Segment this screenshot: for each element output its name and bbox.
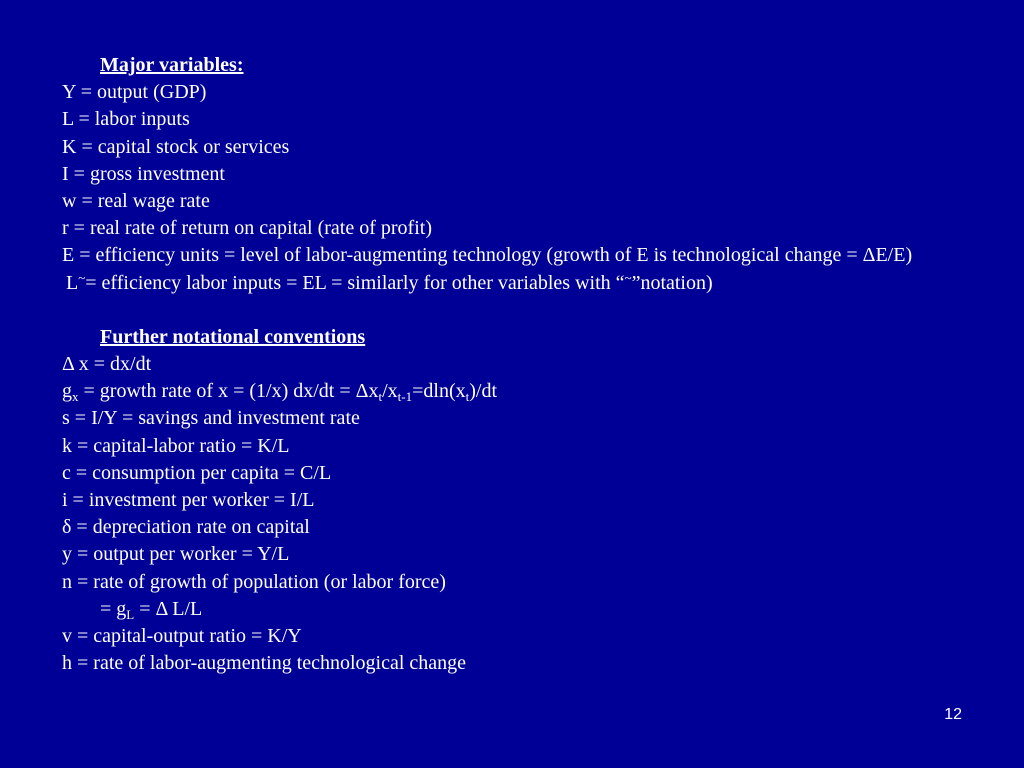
convention-line: i = investment per worker = I/L — [62, 489, 315, 512]
further-conventions-heading: Further notational conventions — [100, 325, 366, 348]
variable-line: K = capital stock or services — [62, 135, 290, 158]
convention-line: y = output per worker = Y/L — [62, 543, 290, 566]
growth-rate-line: $g_x$ = growth rate of x = (1/x) $dx/dt = \Delta x_t/x_{t-1}=dln(x_t)/dt$ — [62, 380, 498, 405]
convention-line: c = consumption per capita = C/L — [62, 461, 332, 484]
variable-line: Y = output (GDP) — [62, 81, 207, 104]
population-growth-equation: = $g_L = \Delta$ L/L — [100, 597, 203, 622]
variable-line: E = efficiency units = level of labor-augmenting technology (growth of E is technological change = ΔE/E) — [62, 244, 913, 267]
spacer — [62, 297, 982, 324]
variable-line: L = labor inputs — [62, 108, 190, 131]
convention-line: n = rate of growth of population (or labor force) — [62, 570, 446, 593]
convention-line: v = capital-output ratio = K/Y — [62, 625, 302, 648]
efficiency-labor-line: L~= efficiency labor inputs = EL = similarly for other variables with “~”notation) — [66, 269, 713, 294]
convention-line: δ = depreciation rate on capital — [62, 516, 310, 539]
convention-line: k = capital-labor ratio = K/L — [62, 434, 290, 457]
variable-line: w = real wage rate — [62, 190, 210, 213]
slide-content — [62, 52, 982, 677]
major-variables-heading: Major variables: — [100, 54, 244, 76]
convention-line: h = rate of labor-augmenting technological change — [62, 652, 467, 675]
page-number: 12 — [944, 706, 962, 723]
variable-line: r = real rate of return on capital (rate of profit) — [62, 217, 432, 240]
convention-line: s = I/Y = savings and investment rate — [62, 407, 360, 430]
variable-line: I = gross investment — [62, 162, 225, 185]
convention-line: Δ x = dx/dt — [62, 353, 152, 376]
